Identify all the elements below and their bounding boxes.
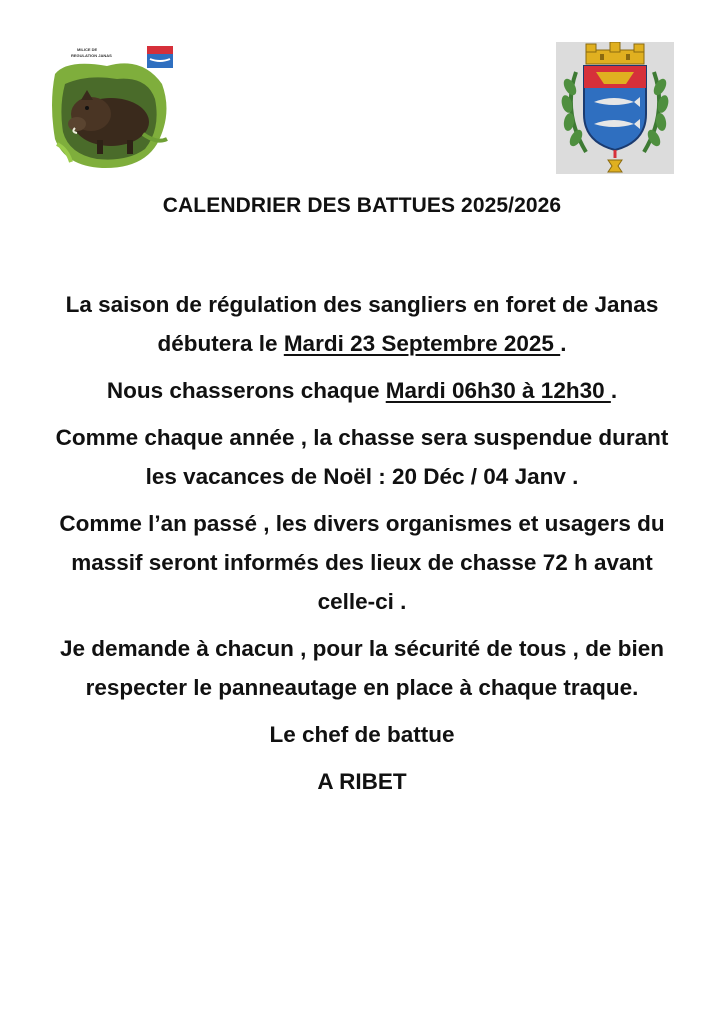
paragraph-holiday-suspension: Comme chaque année , la chasse sera suspendue durant les vacances de Noël : 20 Déc / 04 Janv .	[55, 425, 669, 489]
paragraph-season-start	[40, 285, 684, 363]
page-title: CALENDRIER DES BATTUES 2025/2026	[162, 194, 562, 217]
paragraph-safety: Je demande à chacun , pour la sécurité de tous , de bien respecter le panneautage en place à chaque traque.	[60, 636, 664, 700]
schedule-time: Mardi 06h30 à 12h30	[385, 378, 611, 403]
paragraph-information: Comme l’an passé , les divers organismes et usagers du massif seront informés des lieux de chasse 72 h avant celle-ci .	[59, 511, 665, 614]
signature-role: Le chef de battue	[269, 722, 455, 747]
boar-logo-image	[47, 44, 177, 174]
signature-name: A RIBET	[317, 769, 407, 794]
boar-logo-icon	[47, 44, 177, 174]
announcement-body	[40, 285, 684, 809]
logo-caption-1: MILICE DE	[77, 47, 98, 52]
season-start-date: Mardi 23 Septembre 2025	[283, 331, 561, 356]
coat-of-arms-image	[556, 42, 674, 174]
schedule-text: Nous chasserons chaque	[106, 378, 386, 403]
season-start-end: .	[560, 331, 567, 356]
town-coat-of-arms-icon	[556, 42, 674, 174]
schedule-end: .	[610, 378, 618, 403]
logo-caption-2: REGULATION JANAS	[71, 53, 112, 58]
season-start-text: La saison de régulation des sangliers en foret de Janas débutera le	[65, 292, 659, 356]
paragraph-schedule	[40, 371, 684, 410]
